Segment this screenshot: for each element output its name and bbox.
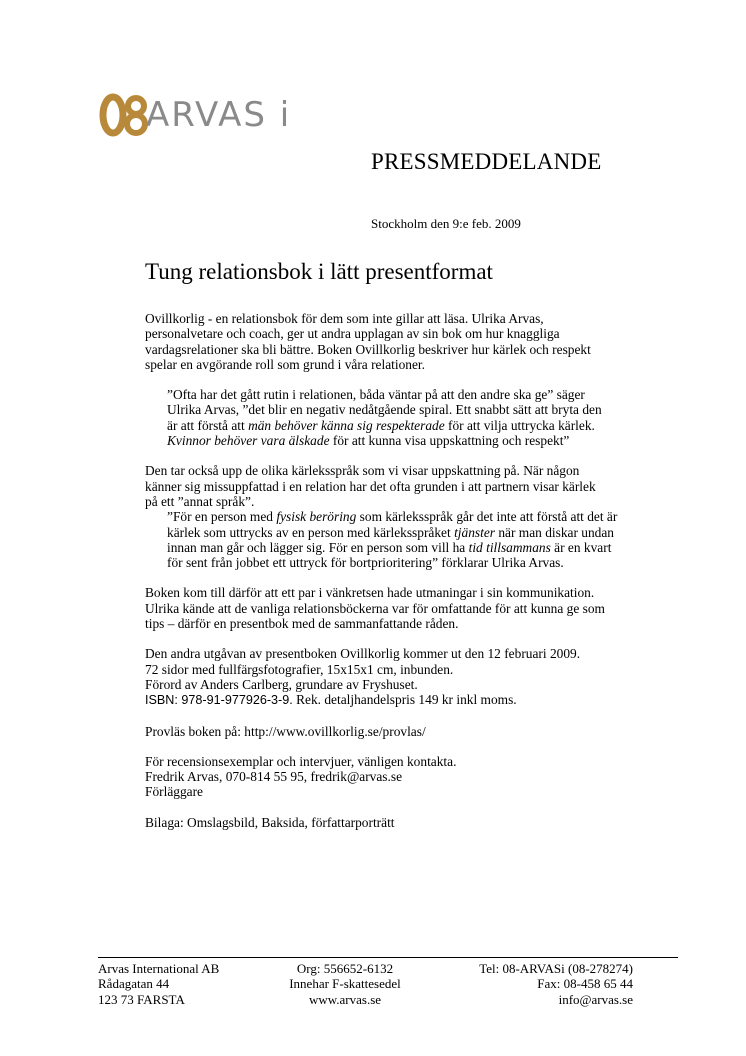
contact-line[interactable]: Fredrik Arvas, 070-814 55 95, fredrik@arvas.se	[145, 769, 403, 785]
edition-paragraph: Den andra utgåvan av presentboken Ovillkorlig kommer ut den 12 februari 2009. 72 sidor med fullfärgsfotografier, 15x15x1 cm, inbunden. Förord av Anders Carlberg, grundare av Fryshuset. ISBN: 978-91-977926-3-9. Rek. detaljhandelspris 149 kr inkl moms.	[145, 646, 581, 708]
footer-divider	[98, 957, 678, 958]
footer-email-link[interactable]: info@arvas.se	[558, 991, 633, 1007]
background-paragraph: Boken kom till därför att ett par i vänkretsen hade utmaningar i sin kommunikation. Ulrika kände att de vanliga relationsböckerna var för omfattande för att kunna ge som tips – därför en presentbok med de sammanfattande råden.	[145, 585, 605, 632]
footer-website-link[interactable]: www.arvas.se	[308, 991, 382, 1007]
quote-paragraph-2: ”För en person med fysisk beröring som kärleksspråk går det inte att förstå att det är kärlek som uttrycks av en person med kärleksspråket tjänster när man diskar undan innan man går och lägger sig. För en person som vill ha tid tillsammans är en kvart för sent från jobbet ett uttryck för bortprioritering” förklarar Ulrika Arvas.	[167, 509, 618, 571]
press-body	[145, 311, 675, 830]
headline: Tung relationsbok i lätt presentformat	[145, 259, 493, 284]
contact-paragraph: För recensionsexemplar och intervjuer, vänligen kontakta. Fredrik Arvas, 070-814 55 95, fredrik@arvas.se Förläggare	[145, 753, 457, 800]
isbn-label: ISBN:	[145, 693, 182, 708]
logo-text: ARVAS i	[146, 95, 292, 135]
dateline: Stockholm den 9:e feb. 2009	[371, 216, 521, 231]
footer-org-column: Org: 556652-6132 Innehar F-skattesedel www.arvas.se	[270, 961, 420, 1007]
preview-link-line[interactable]: Provläs boken på: http://www.ovillkorlig.se/provlas/	[145, 723, 426, 739]
company-logo	[98, 92, 318, 140]
quote-paragraph-1: ”Ofta har det gått rutin i relationen, båda väntar på att den andre ska ge” säger Ulrika Arvas, ”det blir en negativ nedåtgående spiral. Ett snabbt sätt att bryta den är att förstå att män behöver känna sig respekterade för att vilja uttrycka kärlek. Kvinnor behöver vara älskade för att kunna visa uppskattning och respekt”	[167, 387, 602, 449]
document-title: PRESSMEDDELANDE	[371, 149, 602, 174]
footer-company-column: Arvas International AB Rådagatan 44 123 73 FARSTA	[98, 961, 220, 1007]
love-languages-paragraph: Den tar också upp de olika kärleksspråk som vi visar uppskattning på. När någon känner sig missuppfattad i en relation har det ofta grunden i att partnern visar kärlek på ett ”annat språk”.	[145, 463, 596, 509]
intro-paragraph: Ovillkorlig - en relationsbok för dem som inte gillar att läsa. Ulrika Arvas, personalvetare och coach, ger ut andra upplagan av sin bok om hur knaggliga vardagsrelationer ska bli bättre. Boken Ovillkorlig beskriver hur kärlek och respekt spelar en avgörande roll som grund i våra relationer.	[145, 311, 591, 372]
attachments-line: Bilaga: Omslagsbild, Baksida, författarporträtt	[145, 814, 395, 830]
footer-contact-column: Tel: 08-ARVASi (08-278274) Fax: 08-458 65 44 info@arvas.se	[440, 961, 633, 1007]
isbn-value: 978-91-977926-3-9.	[181, 693, 293, 708]
